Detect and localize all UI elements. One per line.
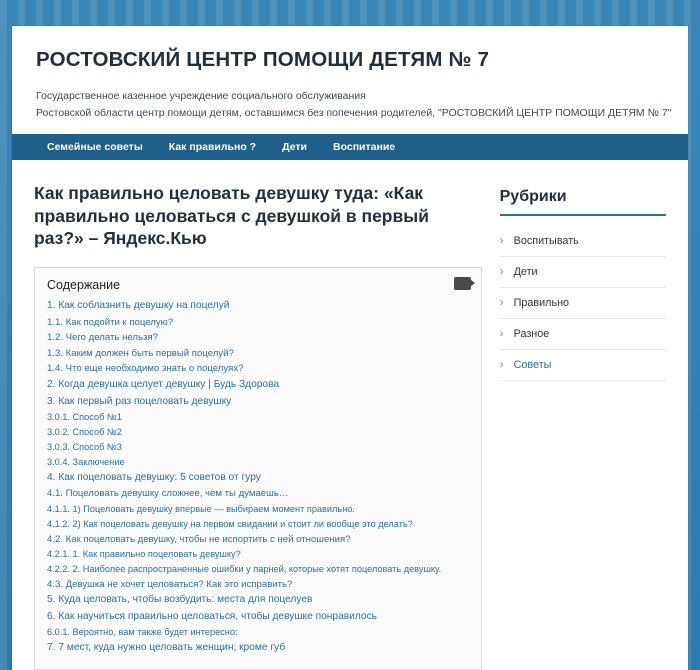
- nav-item-semeynye-sovety[interactable]: Семейные советы: [47, 141, 143, 154]
- toc-link[interactable]: 2. Когда девушка целует девушку | Будь Здорова: [47, 379, 280, 390]
- list-item: [47, 455, 469, 470]
- toc-link[interactable]: 5. Куда целовать, чтобы возбудить: места для поцелуев: [47, 594, 313, 606]
- list-item: [47, 315, 469, 331]
- list-item: [47, 486, 469, 502]
- list-item: [47, 440, 469, 455]
- toc-link[interactable]: 4. Как поцеловать девушку: 5 советов от гуру: [47, 471, 261, 483]
- list-item: [47, 577, 469, 593]
- toc-link[interactable]: 3.0.3. Способ №3: [47, 441, 122, 452]
- list-item: [47, 562, 469, 577]
- sidebar-item-raznoe[interactable]: › Разное: [500, 319, 666, 350]
- toc-toggle-icon[interactable]: [454, 277, 471, 290]
- sidebar-item-deti[interactable]: › Дети: [500, 257, 666, 288]
- nav-item-kak-pravilno[interactable]: Как правильно ?: [168, 141, 257, 154]
- toc-list: [47, 298, 469, 656]
- toc-link[interactable]: 3.0.4. Заключение: [47, 456, 125, 467]
- toc-link[interactable]: 4.2. Как поцеловать девушку, чтобы не испортить с ней отношения?: [47, 533, 351, 545]
- list-item: [47, 517, 469, 532]
- sidebar: [500, 178, 666, 670]
- list-item: [47, 330, 469, 346]
- toc-link[interactable]: 1. Как соблазнить девушку на поцелуй: [47, 300, 230, 312]
- site-title: РОСТОВСКИЙ ЦЕНТР ПОМОЩИ ДЕТЯМ № 7: [36, 48, 490, 71]
- toc-heading: Содержание: [47, 278, 121, 293]
- toc-link[interactable]: 1.1. Как подойти к поцелую?: [47, 316, 174, 328]
- toc-link[interactable]: 1.3. Каким должен быть первый поцелуй?: [47, 347, 234, 359]
- toc-link[interactable]: 1.2. Чего делать нельзя?: [47, 332, 158, 344]
- list-item: [47, 361, 469, 377]
- toc-link[interactable]: 4.2.2. 2. Наиболее распространенные ошибки у парней, которые хотят поцеловать девушку.: [47, 563, 442, 574]
- toc-link[interactable]: 4.1.1. 1) Поцеловать девушку впервые — выбираем момент правильно.: [47, 503, 355, 514]
- toc-link[interactable]: 3.0.1. Способ №1: [47, 412, 122, 423]
- toc-link[interactable]: 4.1. Поцеловать девушку сложнее, чем ты думаешь…: [47, 488, 289, 500]
- toc-link[interactable]: 4.2.1. 1. Как правильно поцеловать девушку?: [47, 549, 241, 560]
- toc-link[interactable]: 1.4. Что еще необходимо знать о поцелуях?: [47, 363, 244, 375]
- sidebar-item-sovety[interactable]: › Советы: [500, 350, 666, 381]
- nav-item-vospitanie[interactable]: Воспитание: [333, 141, 396, 154]
- site-container: [12, 26, 688, 670]
- toc-link[interactable]: 4.3. Девушка не хочет целоваться? Как это исправить?: [47, 578, 293, 590]
- list-item: [47, 410, 469, 425]
- sidebar-category-list: [500, 226, 666, 381]
- site-subtitle-line-1: Государственное казенное учреждение социального обслуживания: [36, 89, 366, 102]
- list-item: [47, 377, 469, 394]
- list-item: [47, 502, 469, 517]
- page-title: Как правильно целовать девушку туда: «Как правильно целоваться с девушкой в первый раз?» – Яндекс.Кью: [34, 183, 429, 248]
- site-subtitle: [36, 88, 672, 123]
- main-column: [34, 178, 482, 670]
- list-item: [47, 346, 469, 362]
- list-item: [47, 625, 469, 640]
- toc-link[interactable]: 3. Как первый раз поцеловать девушку: [47, 395, 232, 407]
- sidebar-item-vospityvat[interactable]: › Воспитывать: [500, 226, 666, 257]
- list-item: [47, 470, 469, 487]
- content-area: [12, 160, 688, 670]
- toc-link[interactable]: 7. 7 мест, куда нужно целовать женщин; кроме губ: [47, 642, 286, 654]
- toc-link[interactable]: 3.0.2. Способ №2: [47, 426, 122, 437]
- sidebar-item-pravilno[interactable]: › Правильно: [500, 288, 666, 319]
- toc-link[interactable]: 4.1.2. 2) Как поцеловать девушку на первом свидании и стоит ли вообще это делать?: [47, 518, 413, 529]
- sidebar-heading: Рубрики: [500, 188, 666, 216]
- list-item: [47, 394, 469, 411]
- list-item: [47, 547, 469, 562]
- list-item: [47, 532, 469, 548]
- list-item: [47, 298, 469, 315]
- site-subtitle-line-2: Ростовской области центр помощи детям, оставшимся без попечения родителей, "РОСТОВСКИЙ ЦЕНТР ПОМОЩИ ДЕТЯМ № 7": [36, 106, 672, 119]
- main-navigation: [12, 134, 688, 160]
- list-item: [47, 425, 469, 440]
- toc-link[interactable]: 6. Как научиться правильно целоваться, чтобы девушке понравилось: [47, 610, 377, 622]
- list-item: [47, 640, 469, 657]
- list-item: [47, 592, 469, 609]
- table-of-contents: [34, 267, 482, 669]
- site-header: [12, 26, 688, 134]
- toc-link[interactable]: 6.0.1. Вероятно, вам также будет интересно:: [47, 627, 238, 638]
- list-item: [47, 609, 469, 626]
- nav-item-deti[interactable]: Дети: [282, 141, 307, 154]
